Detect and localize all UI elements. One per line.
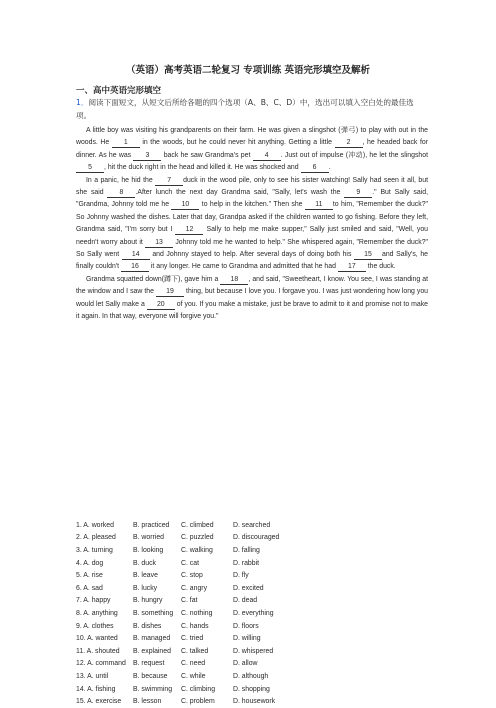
option-row: [76, 582, 428, 595]
blank-16: 16: [121, 262, 149, 272]
option-choice: B. practiced: [133, 521, 170, 529]
passage-text: the duck.: [365, 263, 396, 271]
option-choice: B. looking: [133, 546, 164, 554]
option-choice: 9. A. clothes: [76, 622, 114, 630]
option-choice: B. hungry: [133, 597, 163, 605]
option-choice: C. walking: [181, 546, 213, 554]
blank-9: 9: [344, 188, 372, 198]
passage-text: duck in the wood pile, only to see his sister watching! Sally had seen it all, but she said: [76, 176, 428, 197]
option-row: [76, 632, 428, 645]
option-choice: D. housework: [233, 698, 276, 706]
option-choice: 1. A. worked: [76, 521, 114, 529]
passage-text: and Sally's, he finally couldn't: [76, 251, 428, 271]
option-choice: 7. A. happy: [76, 597, 111, 605]
passage-text: , he headed back for dinner. As he was: [76, 139, 428, 159]
question-number: 1．: [76, 98, 89, 107]
option-choice: 5. A. rise: [76, 572, 103, 580]
option-choice: C. talked: [181, 647, 209, 655]
option-choice: D. discouraged: [233, 534, 280, 542]
passage-text: A little boy was visiting his grandparents on their farm. He was given a slingshot (弹弓) to play with out in the woods. He: [76, 127, 428, 147]
option-row: [76, 519, 428, 532]
option-choice: C. problem: [181, 698, 215, 706]
blank-8: 8: [107, 188, 135, 198]
option-row: [76, 607, 428, 620]
passage-text: it any longer. He came to Grandma and admitted that he had: [148, 263, 338, 271]
blank-4: 4: [253, 151, 281, 161]
option-row: [76, 620, 428, 633]
blank-2: 2: [335, 138, 363, 148]
passage-text: Sally to help me make supper," Sally just smiled and said, "Well, you needn't worry about it: [76, 226, 428, 246]
blank-3: 3: [133, 151, 161, 161]
option-choice: 2. A. pleased: [76, 534, 116, 542]
option-row: [76, 595, 428, 608]
question-instruction: [76, 97, 428, 122]
option-choice: C. hands: [181, 622, 209, 630]
blank-15: 15: [354, 250, 382, 260]
option-choice: D. everything: [233, 609, 274, 617]
instruction-text: 阅读下面短文，从短文后所给各题的四个选项（A、B、C、D）中，选出可以填入空白处的最佳选项。: [76, 98, 414, 120]
option-choice: B. swimming: [133, 685, 173, 693]
option-row: [76, 557, 428, 570]
blank-19: 19: [156, 287, 184, 297]
option-row: [76, 645, 428, 658]
passage-text: Grandma squatted down(蹲下), gave him a: [86, 275, 221, 283]
option-choice: C. need: [181, 660, 206, 668]
option-choice: B. request: [133, 660, 165, 668]
passage-paragraph: [76, 125, 428, 175]
blank-10: 10: [171, 200, 199, 210]
passage-text: back he saw Grandma's pet: [161, 151, 253, 159]
option-choice: D. fly: [233, 572, 249, 580]
passage-text: Johnny told me he wanted to help." She whispered again, "Remember the duck?" So Sally went: [76, 238, 428, 259]
option-choice: C. nothing: [181, 609, 213, 617]
option-row: [76, 670, 428, 683]
option-choice: B. duck: [133, 559, 156, 567]
option-choice: B. leave: [133, 572, 158, 580]
option-choice: C. cat: [181, 559, 199, 567]
option-choice: 14. A. fishing: [76, 685, 116, 693]
option-choice: D. floors: [233, 622, 259, 630]
passage-text: , hit the duck right in the head and killed it. He was shocked and: [104, 164, 301, 172]
blank-18: 18: [220, 275, 248, 285]
option-choice: D. willing: [233, 635, 261, 643]
blank-1: 1: [112, 138, 140, 148]
option-choice: C. stop: [181, 572, 203, 580]
option-choice: 8. A. anything: [76, 609, 118, 617]
option-choice: 15. A. exercise: [76, 698, 122, 706]
option-choice: 12. A. command: [76, 660, 126, 668]
option-choice: D. whispered: [233, 647, 274, 655]
option-choice: D. falling: [233, 546, 260, 554]
option-choice: B. lucky: [133, 584, 158, 592]
option-choice: B. worried: [133, 534, 165, 542]
passage-text: .After lunch the next day Grandma said, "Sally, let's wash the: [135, 189, 345, 197]
option-choice: B. dishes: [133, 622, 162, 630]
passage-text: and Johnny stayed to help. After several days of doing both his: [149, 251, 355, 259]
option-choice: 13. A. until: [76, 672, 109, 680]
option-choice: D. allow: [233, 660, 258, 668]
blank-14: 14: [122, 250, 150, 260]
passage-text: ." But Sally said, "Grandma, Johnny told me he: [76, 189, 428, 209]
option-choice: D. dead: [233, 597, 258, 605]
option-row: [76, 544, 428, 557]
blank-6: 6: [301, 163, 329, 173]
options-list: [76, 519, 428, 708]
blank-12: 12: [175, 225, 203, 235]
option-choice: C. tried: [181, 635, 204, 643]
option-choice: 6. A. sad: [76, 584, 103, 592]
passage-paragraph: [76, 274, 428, 324]
option-choice: C. puzzled: [181, 534, 214, 542]
option-choice: C. climbing: [181, 685, 216, 693]
option-choice: D. although: [233, 672, 269, 680]
passage-paragraph: [76, 175, 428, 274]
passage-text: to him, "Remember the duck?" So Johnny washed the dishes. Later that day, Grandpa asked if the children wanted to go fishing. Before they left, Grandma said, "I'm sorry but I: [76, 201, 428, 234]
option-choice: 3. A. turning: [76, 546, 113, 554]
blank-13: 13: [145, 238, 173, 248]
passage-text: thing, but because I love you. I forgave you. I was just wondering how long you would let Sally make a: [76, 288, 428, 308]
blank-20: 20: [147, 300, 175, 310]
passage-text: . Just out of impulse (冲动), he let the slingshot: [280, 151, 428, 159]
option-choice: 4. A. dog: [76, 559, 104, 567]
document-title: （英语）高考英语二轮复习 专项训练 英语完形填空及解析: [125, 65, 371, 76]
passage-text: of you. If you make a mistake, just be brave to admit to it and promise not to make it again. In that way, everyone will forgive you.": [76, 300, 428, 321]
option-choice: 10. A. wanted: [76, 635, 118, 643]
blank-7: 7: [155, 176, 183, 186]
option-row: [76, 532, 428, 545]
blank-11: 11: [305, 200, 333, 210]
passage-text: to help in the kitchen." Then she: [199, 201, 305, 209]
passage-text: .: [328, 164, 331, 172]
passage-text: in the woods, but he could never hit anything. Getting a little: [139, 139, 335, 147]
option-row: [76, 658, 428, 671]
option-choice: D. excited: [233, 584, 264, 592]
option-choice: D. rabbit: [233, 559, 260, 567]
passage-text: In a panic, he hid the: [86, 176, 156, 184]
option-choice: B. lesson: [133, 698, 162, 706]
option-choice: B. something: [133, 609, 174, 617]
option-choice: B. explained: [133, 647, 171, 655]
option-row: [76, 569, 428, 582]
option-choice: C. angry: [181, 584, 208, 592]
option-row: [76, 683, 428, 696]
blank-5: 5: [76, 163, 104, 173]
option-choice: 11. A. shouted: [76, 647, 120, 655]
section-heading: 一、高中英语完形填空: [76, 86, 162, 96]
option-choice: B. because: [133, 672, 168, 680]
option-choice: C. fat: [181, 597, 198, 605]
passage: [76, 125, 428, 324]
option-choice: C. climbed: [181, 521, 214, 529]
passage-text: , and said, "Sweetheart, I know. You see, I was standing at the window and I saw the: [76, 275, 429, 296]
blank-17: 17: [338, 262, 366, 272]
option-choice: D. searched: [233, 521, 271, 529]
option-choice: D. shopping: [233, 685, 270, 693]
option-choice: B. managed: [133, 635, 171, 643]
option-choice: C. while: [181, 672, 206, 680]
